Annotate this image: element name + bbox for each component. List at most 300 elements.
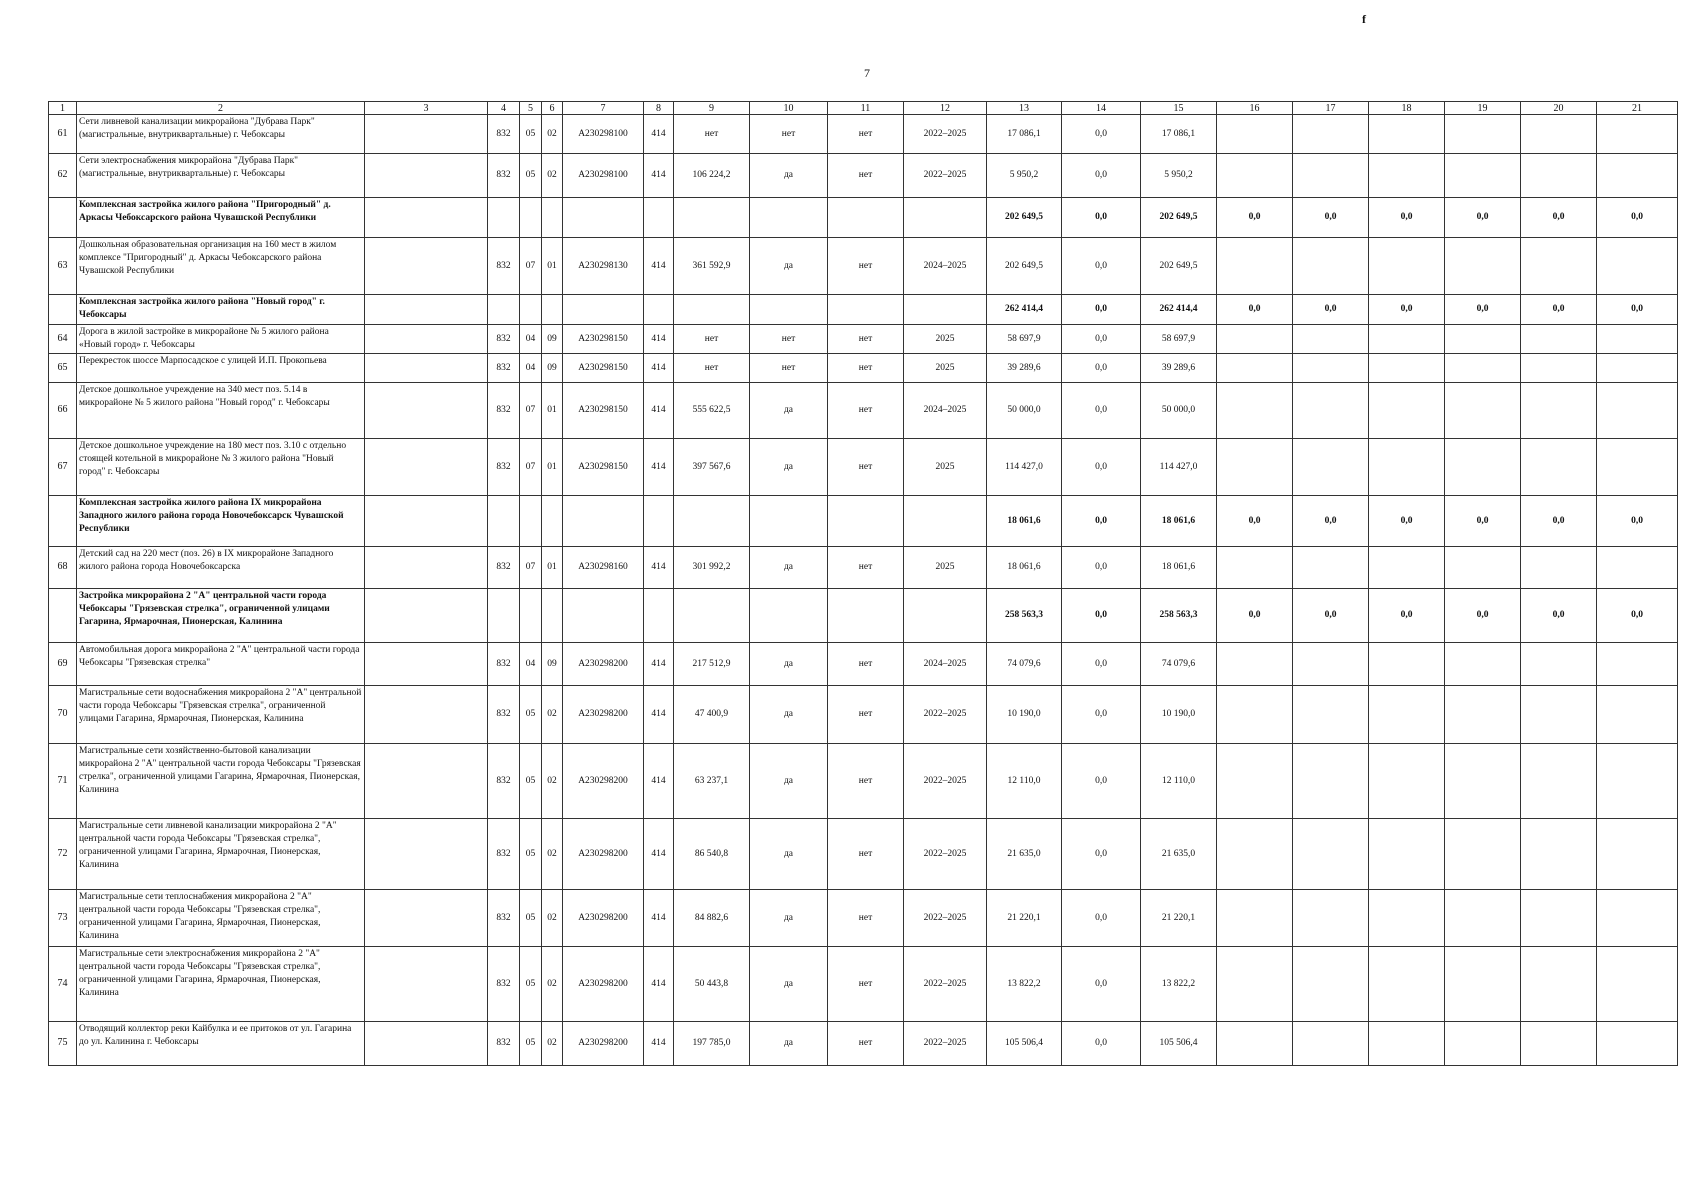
cell-c8: 414 bbox=[644, 547, 674, 589]
cell-c12: 2025 bbox=[904, 439, 987, 496]
cell-c12: 2022–2025 bbox=[904, 890, 987, 947]
cell-c19 bbox=[1445, 547, 1521, 589]
cell-c8 bbox=[644, 295, 674, 325]
cell-c15: 39 289,6 bbox=[1141, 354, 1217, 383]
cell-c13: 50 000,0 bbox=[987, 383, 1062, 439]
cell-c12: 2022–2025 bbox=[904, 947, 987, 1022]
cell-c12: 2022–2025 bbox=[904, 154, 987, 198]
cell-c6: 02 bbox=[542, 115, 563, 154]
cell-c16 bbox=[1217, 1022, 1293, 1066]
cell-c6: 01 bbox=[542, 238, 563, 295]
cell-c5: 04 bbox=[520, 325, 542, 354]
object-name: Дошкольная образовательная организация на 160 мест в жилом комплексе "Пригородный" д. Аркасы Чебоксарского района Чувашской Республики bbox=[77, 238, 365, 295]
cell-c18 bbox=[1369, 947, 1445, 1022]
cell-c5: 05 bbox=[520, 115, 542, 154]
cell-c7: A230298130 bbox=[563, 238, 644, 295]
cell-c19 bbox=[1445, 115, 1521, 154]
cell-c21 bbox=[1597, 439, 1678, 496]
cell-c11: нет bbox=[828, 547, 904, 589]
cell-c3 bbox=[365, 744, 488, 819]
cell-c4: 832 bbox=[488, 115, 520, 154]
cell-c13: 262 414,4 bbox=[987, 295, 1062, 325]
cell-c12 bbox=[904, 496, 987, 547]
row-number: 67 bbox=[49, 439, 77, 496]
cell-c15: 202 649,5 bbox=[1141, 198, 1217, 238]
cell-c3 bbox=[365, 198, 488, 238]
cell-c20: 0,0 bbox=[1521, 496, 1597, 547]
cell-c5: 05 bbox=[520, 947, 542, 1022]
cell-c7: A230298200 bbox=[563, 686, 644, 744]
cell-c13: 18 061,6 bbox=[987, 547, 1062, 589]
cell-c10: нет bbox=[750, 115, 828, 154]
cell-c15: 21 220,1 bbox=[1141, 890, 1217, 947]
cell-c18: 0,0 bbox=[1369, 198, 1445, 238]
cell-c3 bbox=[365, 238, 488, 295]
cell-c6 bbox=[542, 496, 563, 547]
cell-c16 bbox=[1217, 154, 1293, 198]
cell-c8: 414 bbox=[644, 115, 674, 154]
cell-c16 bbox=[1217, 819, 1293, 890]
cell-c20 bbox=[1521, 325, 1597, 354]
cell-c20: 0,0 bbox=[1521, 589, 1597, 643]
cell-c16: 0,0 bbox=[1217, 589, 1293, 643]
header-col-1: 1 bbox=[49, 102, 77, 115]
cell-c9: 50 443,8 bbox=[674, 947, 750, 1022]
cell-c9: 217 512,9 bbox=[674, 643, 750, 686]
cell-c17 bbox=[1293, 354, 1369, 383]
cell-c18 bbox=[1369, 1022, 1445, 1066]
cell-c21: 0,0 bbox=[1597, 589, 1678, 643]
cell-c10 bbox=[750, 295, 828, 325]
cell-c9: 197 785,0 bbox=[674, 1022, 750, 1066]
cell-c11 bbox=[828, 198, 904, 238]
row-number: 70 bbox=[49, 686, 77, 744]
cell-c8: 414 bbox=[644, 744, 674, 819]
cell-c8 bbox=[644, 589, 674, 643]
cell-c14: 0,0 bbox=[1062, 547, 1141, 589]
table-row bbox=[49, 238, 1678, 295]
cell-c9: 106 224,2 bbox=[674, 154, 750, 198]
cell-c18 bbox=[1369, 238, 1445, 295]
cell-c13: 58 697,9 bbox=[987, 325, 1062, 354]
row-number bbox=[49, 295, 77, 325]
cell-c18 bbox=[1369, 325, 1445, 354]
cell-c11: нет bbox=[828, 354, 904, 383]
header-col-3: 3 bbox=[365, 102, 488, 115]
cell-c3 bbox=[365, 354, 488, 383]
cell-c5: 07 bbox=[520, 383, 542, 439]
cell-c9 bbox=[674, 198, 750, 238]
cell-c13: 5 950,2 bbox=[987, 154, 1062, 198]
cell-c10: да bbox=[750, 547, 828, 589]
cell-c21: 0,0 bbox=[1597, 198, 1678, 238]
cell-c18 bbox=[1369, 890, 1445, 947]
cell-c19: 0,0 bbox=[1445, 198, 1521, 238]
cell-c21 bbox=[1597, 354, 1678, 383]
cell-c18 bbox=[1369, 439, 1445, 496]
cell-c16 bbox=[1217, 383, 1293, 439]
cell-c9: 361 592,9 bbox=[674, 238, 750, 295]
cell-c17: 0,0 bbox=[1293, 198, 1369, 238]
table-row bbox=[49, 154, 1678, 198]
header-col-15: 15 bbox=[1141, 102, 1217, 115]
cell-c20 bbox=[1521, 643, 1597, 686]
cell-c19 bbox=[1445, 686, 1521, 744]
cell-c6: 01 bbox=[542, 547, 563, 589]
cell-c8: 414 bbox=[644, 354, 674, 383]
cell-c10: да bbox=[750, 238, 828, 295]
cell-c10: нет bbox=[750, 354, 828, 383]
cell-c7: A230298150 bbox=[563, 439, 644, 496]
object-name: Магистральные сети ливневой канализации микрорайона 2 "А" центральной части города Чебоксары "Грязевская стрелка", ограниченной улицами Гагарина, Ярмарочная, Пионерская, Калинина bbox=[77, 819, 365, 890]
cell-c3 bbox=[365, 115, 488, 154]
cell-c12: 2022–2025 bbox=[904, 686, 987, 744]
header-col-14: 14 bbox=[1062, 102, 1141, 115]
cell-c10 bbox=[750, 589, 828, 643]
object-name: Сети электроснабжения микрорайона "Дубрава Парк" (магистральные, внутриквартальные) г. Чебоксары bbox=[77, 154, 365, 198]
cell-c3 bbox=[365, 643, 488, 686]
cell-c19 bbox=[1445, 238, 1521, 295]
row-number: 68 bbox=[49, 547, 77, 589]
group-row bbox=[49, 198, 1678, 238]
cell-c7: A230298200 bbox=[563, 1022, 644, 1066]
cell-c21 bbox=[1597, 238, 1678, 295]
cell-c10: да bbox=[750, 890, 828, 947]
header-col-16: 16 bbox=[1217, 102, 1293, 115]
cell-c5: 05 bbox=[520, 819, 542, 890]
cell-c12: 2022–2025 bbox=[904, 819, 987, 890]
cell-c11: нет bbox=[828, 686, 904, 744]
cell-c12 bbox=[904, 198, 987, 238]
cell-c4: 832 bbox=[488, 238, 520, 295]
table-row bbox=[49, 890, 1678, 947]
cell-c3 bbox=[365, 686, 488, 744]
cell-c9: 63 237,1 bbox=[674, 744, 750, 819]
cell-c5: 07 bbox=[520, 238, 542, 295]
cell-c21 bbox=[1597, 686, 1678, 744]
cell-c18 bbox=[1369, 819, 1445, 890]
cell-c3 bbox=[365, 1022, 488, 1066]
cell-c15: 12 110,0 bbox=[1141, 744, 1217, 819]
cell-c17 bbox=[1293, 1022, 1369, 1066]
cell-c20 bbox=[1521, 154, 1597, 198]
cell-c4: 832 bbox=[488, 325, 520, 354]
cell-c4: 832 bbox=[488, 439, 520, 496]
cell-c20: 0,0 bbox=[1521, 295, 1597, 325]
row-number: 63 bbox=[49, 238, 77, 295]
cell-c19 bbox=[1445, 383, 1521, 439]
cell-c16 bbox=[1217, 115, 1293, 154]
table-row bbox=[49, 325, 1678, 354]
row-number: 74 bbox=[49, 947, 77, 1022]
cell-c3 bbox=[365, 383, 488, 439]
cell-c20 bbox=[1521, 547, 1597, 589]
cell-c17 bbox=[1293, 238, 1369, 295]
cell-c19 bbox=[1445, 439, 1521, 496]
object-name: Детское дошкольное учреждение на 340 мест поз. 5.14 в микрорайоне № 5 жилого района "Новый город" г. Чебоксары bbox=[77, 383, 365, 439]
row-number bbox=[49, 198, 77, 238]
cell-c6 bbox=[542, 295, 563, 325]
header-col-5: 5 bbox=[520, 102, 542, 115]
cell-c5: 07 bbox=[520, 439, 542, 496]
cell-c7: A230298100 bbox=[563, 154, 644, 198]
cell-c16 bbox=[1217, 643, 1293, 686]
cell-c4: 832 bbox=[488, 947, 520, 1022]
cell-c20 bbox=[1521, 819, 1597, 890]
cell-c21 bbox=[1597, 1022, 1678, 1066]
cell-c7 bbox=[563, 198, 644, 238]
cell-c11: нет bbox=[828, 439, 904, 496]
cell-c6: 02 bbox=[542, 744, 563, 819]
cell-c12: 2022–2025 bbox=[904, 1022, 987, 1066]
cell-c11: нет bbox=[828, 115, 904, 154]
cell-c21 bbox=[1597, 947, 1678, 1022]
group-row bbox=[49, 295, 1678, 325]
cell-c3 bbox=[365, 325, 488, 354]
cell-c14: 0,0 bbox=[1062, 744, 1141, 819]
cell-c21: 0,0 bbox=[1597, 295, 1678, 325]
object-name: Магистральные сети водоснабжения микрорайона 2 "А" центральной части города Чебоксары "Грязевская стрелка", ограниченной улицами Гагарина, Ярмарочная, Пионерская, Калинина bbox=[77, 686, 365, 744]
cell-c14: 0,0 bbox=[1062, 947, 1141, 1022]
cell-c11: нет bbox=[828, 947, 904, 1022]
table-row bbox=[49, 947, 1678, 1022]
cell-c5: 05 bbox=[520, 154, 542, 198]
object-name: Детское дошкольное учреждение на 180 мест поз. 3.10 с отдельно стоящей котельной в микрорайоне № 3 жилого района "Новый город" г. Чебоксары bbox=[77, 439, 365, 496]
row-number bbox=[49, 589, 77, 643]
cell-c21 bbox=[1597, 383, 1678, 439]
cell-c15: 5 950,2 bbox=[1141, 154, 1217, 198]
cell-c13: 13 822,2 bbox=[987, 947, 1062, 1022]
cell-c14: 0,0 bbox=[1062, 154, 1141, 198]
cell-c7 bbox=[563, 589, 644, 643]
corner-mark: f bbox=[1362, 12, 1366, 26]
cell-c9: нет bbox=[674, 115, 750, 154]
table-row bbox=[49, 547, 1678, 589]
cell-c14: 0,0 bbox=[1062, 686, 1141, 744]
cell-c9: 86 540,8 bbox=[674, 819, 750, 890]
object-name: Автомобильная дорога микрорайона 2 "А" центральной части города Чебоксары "Грязевская стрелка" bbox=[77, 643, 365, 686]
cell-c17: 0,0 bbox=[1293, 496, 1369, 547]
cell-c14: 0,0 bbox=[1062, 295, 1141, 325]
cell-c10 bbox=[750, 496, 828, 547]
table-row bbox=[49, 439, 1678, 496]
cell-c13: 17 086,1 bbox=[987, 115, 1062, 154]
cell-c13: 18 061,6 bbox=[987, 496, 1062, 547]
cell-c14: 0,0 bbox=[1062, 589, 1141, 643]
cell-c13: 21 220,1 bbox=[987, 890, 1062, 947]
row-number: 65 bbox=[49, 354, 77, 383]
cell-c19 bbox=[1445, 1022, 1521, 1066]
cell-c4 bbox=[488, 198, 520, 238]
cell-c5: 05 bbox=[520, 890, 542, 947]
object-name: Комплексная застройка жилого района "Пригородный" д. Аркасы Чебоксарского района Чувашской Республики bbox=[77, 198, 365, 238]
cell-c7: A230298200 bbox=[563, 890, 644, 947]
cell-c6: 02 bbox=[542, 154, 563, 198]
cell-c15: 10 190,0 bbox=[1141, 686, 1217, 744]
cell-c17 bbox=[1293, 819, 1369, 890]
cell-c10: да bbox=[750, 154, 828, 198]
cell-c8: 414 bbox=[644, 154, 674, 198]
cell-c11: нет bbox=[828, 238, 904, 295]
cell-c10 bbox=[750, 198, 828, 238]
cell-c7: A230298200 bbox=[563, 819, 644, 890]
cell-c10: да bbox=[750, 643, 828, 686]
cell-c20 bbox=[1521, 439, 1597, 496]
cell-c11: нет bbox=[828, 325, 904, 354]
document-sheet bbox=[48, 101, 1678, 1066]
cell-c17 bbox=[1293, 890, 1369, 947]
cell-c9: нет bbox=[674, 354, 750, 383]
header-col-12: 12 bbox=[904, 102, 987, 115]
cell-c5: 05 bbox=[520, 1022, 542, 1066]
cell-c7: A230298150 bbox=[563, 354, 644, 383]
cell-c4: 832 bbox=[488, 354, 520, 383]
table-row bbox=[49, 819, 1678, 890]
cell-c16 bbox=[1217, 744, 1293, 819]
cell-c18: 0,0 bbox=[1369, 589, 1445, 643]
cell-c19: 0,0 bbox=[1445, 496, 1521, 547]
header-col-21: 21 bbox=[1597, 102, 1678, 115]
cell-c4: 832 bbox=[488, 547, 520, 589]
cell-c20 bbox=[1521, 890, 1597, 947]
cell-c4: 832 bbox=[488, 744, 520, 819]
row-number: 73 bbox=[49, 890, 77, 947]
cell-c4 bbox=[488, 496, 520, 547]
cell-c14: 0,0 bbox=[1062, 496, 1141, 547]
cell-c15: 258 563,3 bbox=[1141, 589, 1217, 643]
cell-c11 bbox=[828, 295, 904, 325]
cell-c19: 0,0 bbox=[1445, 589, 1521, 643]
cell-c21 bbox=[1597, 643, 1678, 686]
object-name: Дорога в жилой застройке в микрорайоне № 5 жилого района «Новый город» г. Чебоксары bbox=[77, 325, 365, 354]
cell-c20 bbox=[1521, 115, 1597, 154]
cell-c20 bbox=[1521, 383, 1597, 439]
cell-c7: A230298160 bbox=[563, 547, 644, 589]
cell-c12: 2024–2025 bbox=[904, 643, 987, 686]
cell-c18: 0,0 bbox=[1369, 295, 1445, 325]
cell-c17 bbox=[1293, 325, 1369, 354]
cell-c7: A230298200 bbox=[563, 744, 644, 819]
cell-c11: нет bbox=[828, 819, 904, 890]
investment-objects-table bbox=[48, 101, 1678, 1066]
cell-c19 bbox=[1445, 744, 1521, 819]
cell-c7: A230298150 bbox=[563, 325, 644, 354]
cell-c15: 74 079,6 bbox=[1141, 643, 1217, 686]
cell-c12: 2024–2025 bbox=[904, 238, 987, 295]
table-row bbox=[49, 383, 1678, 439]
cell-c20 bbox=[1521, 238, 1597, 295]
row-number: 71 bbox=[49, 744, 77, 819]
cell-c14: 0,0 bbox=[1062, 325, 1141, 354]
cell-c6: 01 bbox=[542, 383, 563, 439]
cell-c8: 414 bbox=[644, 643, 674, 686]
header-col-20: 20 bbox=[1521, 102, 1597, 115]
cell-c12 bbox=[904, 295, 987, 325]
cell-c9: 397 567,6 bbox=[674, 439, 750, 496]
cell-c6: 09 bbox=[542, 325, 563, 354]
cell-c20 bbox=[1521, 744, 1597, 819]
cell-c4: 832 bbox=[488, 643, 520, 686]
cell-c10: да bbox=[750, 439, 828, 496]
group-row bbox=[49, 496, 1678, 547]
cell-c5: 05 bbox=[520, 744, 542, 819]
cell-c13: 12 110,0 bbox=[987, 744, 1062, 819]
cell-c16 bbox=[1217, 947, 1293, 1022]
cell-c15: 58 697,9 bbox=[1141, 325, 1217, 354]
cell-c13: 39 289,6 bbox=[987, 354, 1062, 383]
object-name: Отводящий коллектор реки Кайбулка и ее притоков от ул. Гагарина до ул. Калинина г. Чебоксары bbox=[77, 1022, 365, 1066]
cell-c19 bbox=[1445, 819, 1521, 890]
cell-c6: 09 bbox=[542, 354, 563, 383]
cell-c15: 18 061,6 bbox=[1141, 547, 1217, 589]
cell-c5 bbox=[520, 496, 542, 547]
cell-c18: 0,0 bbox=[1369, 496, 1445, 547]
cell-c7: A230298150 bbox=[563, 383, 644, 439]
table-row bbox=[49, 1022, 1678, 1066]
cell-c9 bbox=[674, 496, 750, 547]
cell-c14: 0,0 bbox=[1062, 115, 1141, 154]
cell-c14: 0,0 bbox=[1062, 890, 1141, 947]
cell-c4: 832 bbox=[488, 686, 520, 744]
cell-c3 bbox=[365, 819, 488, 890]
cell-c9: 555 622,5 bbox=[674, 383, 750, 439]
cell-c11: нет bbox=[828, 744, 904, 819]
group-row bbox=[49, 589, 1678, 643]
cell-c14: 0,0 bbox=[1062, 198, 1141, 238]
object-name: Комплексная застройка жилого района IX микрорайона Западного жилого района города Новочебоксарск Чувашской Республики bbox=[77, 496, 365, 547]
cell-c10: да bbox=[750, 383, 828, 439]
cell-c17 bbox=[1293, 115, 1369, 154]
table-row bbox=[49, 354, 1678, 383]
cell-c4 bbox=[488, 295, 520, 325]
cell-c14: 0,0 bbox=[1062, 439, 1141, 496]
cell-c19 bbox=[1445, 890, 1521, 947]
cell-c4: 832 bbox=[488, 890, 520, 947]
cell-c7 bbox=[563, 496, 644, 547]
cell-c16 bbox=[1217, 686, 1293, 744]
cell-c10: да bbox=[750, 819, 828, 890]
cell-c19 bbox=[1445, 354, 1521, 383]
cell-c14: 0,0 bbox=[1062, 1022, 1141, 1066]
header-col-18: 18 bbox=[1369, 102, 1445, 115]
cell-c7: A230298200 bbox=[563, 947, 644, 1022]
cell-c17 bbox=[1293, 547, 1369, 589]
cell-c19 bbox=[1445, 643, 1521, 686]
cell-c18 bbox=[1369, 383, 1445, 439]
page-number: 7 bbox=[864, 66, 870, 80]
cell-c12: 2025 bbox=[904, 547, 987, 589]
cell-c11: нет bbox=[828, 1022, 904, 1066]
cell-c6 bbox=[542, 198, 563, 238]
cell-c21 bbox=[1597, 744, 1678, 819]
cell-c17 bbox=[1293, 439, 1369, 496]
header-col-9: 9 bbox=[674, 102, 750, 115]
header-col-13: 13 bbox=[987, 102, 1062, 115]
cell-c8: 414 bbox=[644, 325, 674, 354]
header-col-17: 17 bbox=[1293, 102, 1369, 115]
cell-c12: 2022–2025 bbox=[904, 744, 987, 819]
cell-c4: 832 bbox=[488, 1022, 520, 1066]
cell-c6: 02 bbox=[542, 819, 563, 890]
cell-c15: 105 506,4 bbox=[1141, 1022, 1217, 1066]
cell-c8: 414 bbox=[644, 238, 674, 295]
cell-c17: 0,0 bbox=[1293, 589, 1369, 643]
table-body bbox=[49, 102, 1678, 1066]
cell-c7: A230298200 bbox=[563, 643, 644, 686]
cell-c3 bbox=[365, 496, 488, 547]
object-name: Детский сад на 220 мест (поз. 26) в IX микрорайоне Западного жилого района города Новочебоксарска bbox=[77, 547, 365, 589]
row-number bbox=[49, 496, 77, 547]
